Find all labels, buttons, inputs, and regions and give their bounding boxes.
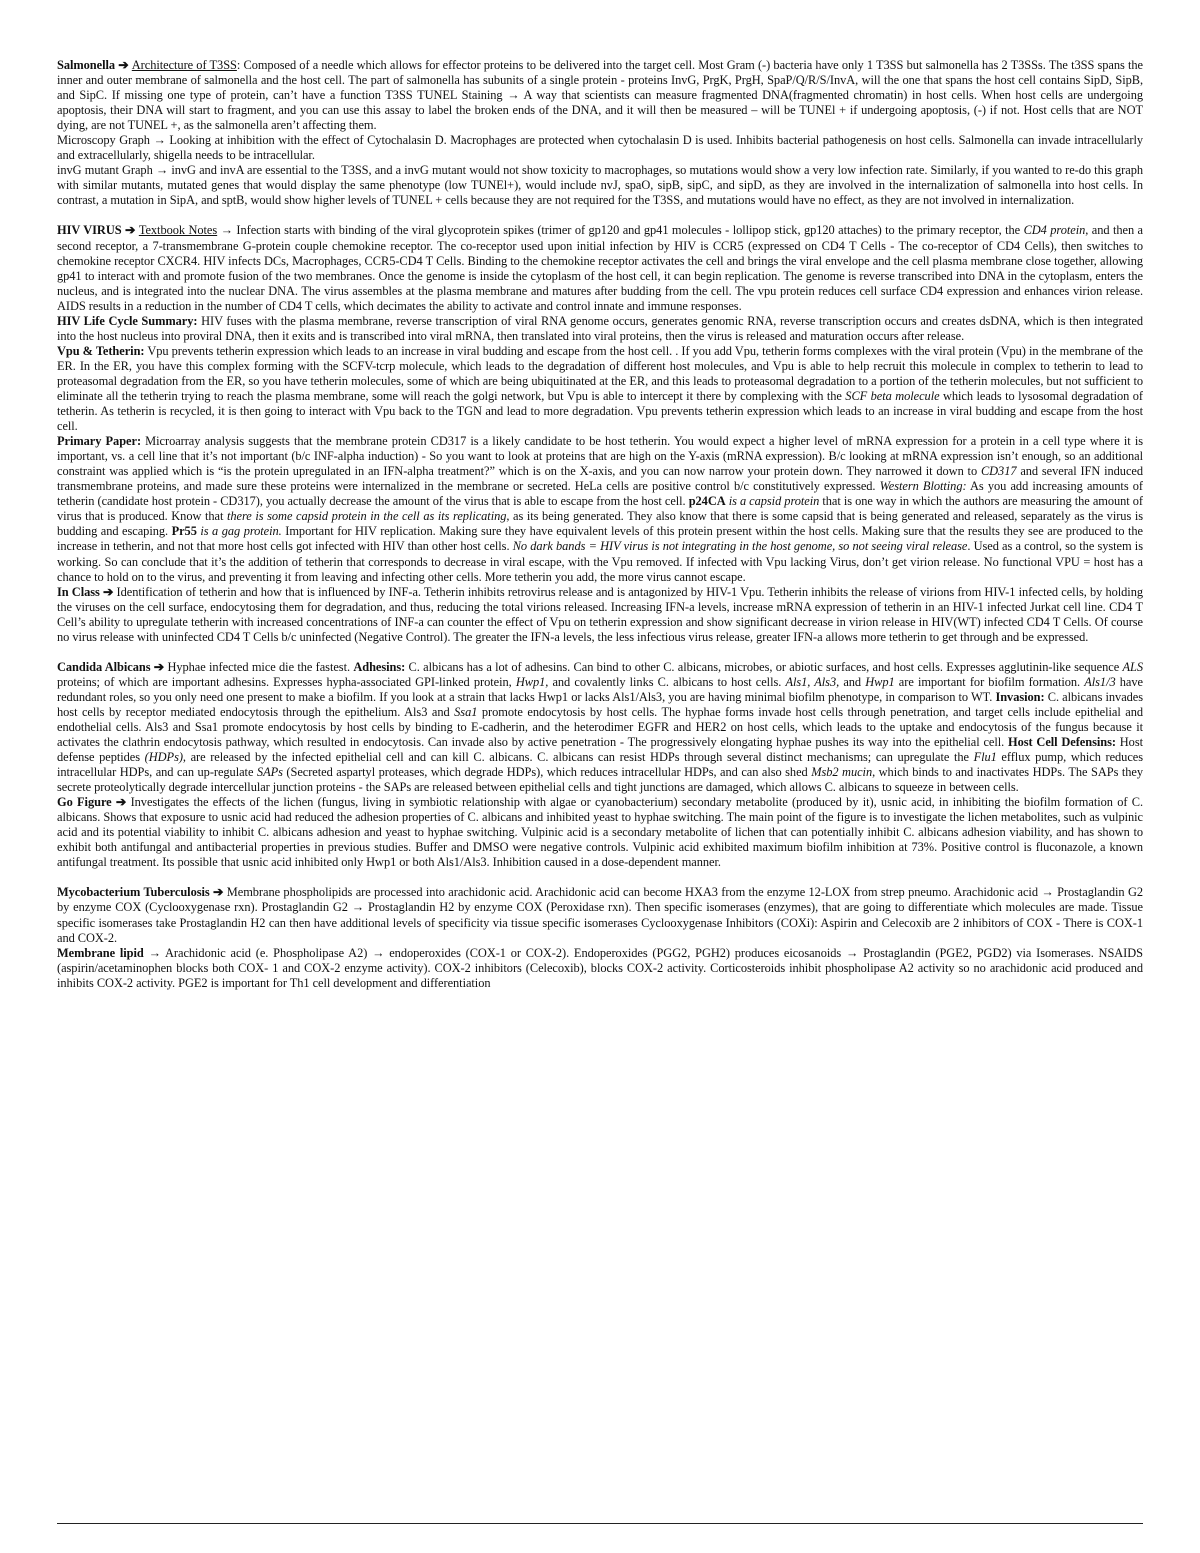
text-run: Host Cell Defensins: — [1008, 735, 1116, 750]
text-run: Primary Paper: — [57, 434, 142, 449]
text-run: as its being generated. They also know that there is some capsid that is being generated and released, separately as the virus is budding and escaping. — [57, 509, 1143, 539]
section-gap — [57, 645, 1143, 660]
salmonella-paragraph-2 — [57, 133, 1143, 163]
text-run: that is one way in which the authors are measuring the amount of virus that is produced. Know that — [57, 494, 1143, 524]
salmonella-paragraph-1 — [57, 58, 1143, 133]
text-run: Als1, Als3, — [785, 674, 840, 689]
text-run: Western Blotting: — [879, 479, 967, 494]
candida-paragraph-1 — [57, 660, 1143, 795]
text-run: Als1/3 — [1084, 674, 1116, 689]
text-run: C. albicans has a lot of adhesins. Can bind to other C. albicans, microbes, or abiotic surfaces, and host cells. Expresses agglutinin-like sequence — [405, 659, 1123, 674]
text-run: Textbook Notes — [138, 223, 218, 238]
mycobacterium-paragraph-2 — [57, 946, 1143, 991]
hiv-paragraph-3 — [57, 344, 1143, 434]
text-run: Membrane lipid — [57, 945, 144, 960]
text-run: Hwp1, — [515, 674, 549, 689]
text-run: Invasion: — [995, 689, 1045, 704]
text-run: SAPs — [256, 765, 283, 780]
text-run: Msb2 mucin — [811, 765, 873, 780]
text-run: ALS — [1122, 659, 1144, 674]
section-gap — [57, 870, 1143, 885]
text-run: , and then a second receptor, a 7-transmembrane G-protein couple chemokine receptor. The co-receptor used upon initial infection by HIV is CCR5 (expressed on CD4 T Cells - The co-receptor of CD4 Cells), then switches to chemokine receptor CXCR4. HIV infects DCs, Macrophages, CCR5-CD4 T Cells. Binding to the chemokine receptor activates the cell and brings the viral envelope and the cell plasma membrane close together, allowing gp41 to interact with and promote fusion of the two membranes. Once the genome is inside the cytoplasm of the host cell, it can begin replication. The genome is reverse transcribed into DNA in the cytoplasm, enters the nucleus, and is integrated into the nuclear DNA. The virus assembles at the plasma membrane and matures after budding from the cell. The vpu protein reduces cell surface CD4 expression and enhances virion release. AIDS results in a reduction in the number of CD4 T cells, which decimates the ability to activate and control innate and immune responses. — [57, 223, 1143, 313]
hiv-paragraph-2 — [57, 314, 1143, 344]
text-run: : Composed of a needle which allows for effector proteins to be delivered into the target cell. Most Gram (-) bacteria have only 1 T3SS but salmonella has 2 T3SSs. The t3SS spans the inner and outer membrane of salmonella and the host cell. The part of salmonella has subunits of a single protein - proteins InvG, PrgK, PrgH, SpaP/Q/R/S/InvA, will the one that spans the host cell contains SipD, SipB, and SipC. If missing one type of protein, can’t have a function T3SS TUNEL Staining → A way that scientists can measure fragmented DNA(fragmented chromatin) in host cells. When host cells are undergoing apoptosis, their DNA will start to fragment, and you can use this assay to label the broken ends of the DNA, and it will then be measured – will be TUNEl + if undergoing apoptosis, (-) if not. Host cells that are NOT dying, are not TUNEL +, as the salmonella aren’t affecting them. — [57, 58, 1143, 133]
text-run: (Secreted aspartyl proteases, which degrade HDPs), which reduces intracellular HDPs, and can also shed — [282, 765, 812, 780]
text-run: have redundant roles, so you only need one present to make a biofilm. If you look at a strain that lacks Hwp1 or lacks Als1/Als3, you are having minimal biofilm phenotype, in comparison to WT. — [57, 674, 1143, 704]
text-run: p24CA — [688, 494, 726, 509]
text-run: Membrane phospholipids are processed into arachidonic acid. Arachidonic acid can become HXA3 from the enzyme 12-LOX from strep pneumo. Arachidonic acid → Prostaglandin G2 by enzyme COX (Cyclooxygenase rxn). Prostaglandin G2 → Prostaglandin H2 by enzyme COX (Peroxidase rxn). Then specific isomerases (enzymes), that are going to differentiate which molecules are made. Tissue specific isomerases take Prostaglandin H2 can then have additional levels of specificity via tissue specific isomerases Cyclooxygenase Inhibitors (COXi): Aspirin and Celecoxib are 2 inhibitors of COX - There is COX-1 and COX-2. — [57, 885, 1143, 945]
text-run: (HDPs) — [144, 750, 183, 765]
text-run: Investigates the effects of the lichen (fungus, living in symbiotic relationship with algae or cyanobacterium) secondary metabolite (produced by it), usnic acid, in inhibiting the biofilm formation of C. albicans. Shows that exposure to usnic acid had reduced the adhesion properties of C. albicans and inhibited yeast to hyphae switching. The main point of the figure is to investigate the lichen metabolites, such as vulpinic acid and its potential viability to inhibit C. albicans adhesion and yeast to hyphae switching. Vulpinic acid is a secondary metabolite of lichen that can potentially inhibit C. albicans adhesion viability, and has shown to exhibit both antifungal and antibacterial properties in previous studies. Buffer and DMSO were negative controls. Vulpinic acid exhibited maximum biofilm inhibition at 73%. Positive control is fluconazole, a known antifungal treatment. Its possible that usnic acid inhibited only Hwp1 or both Als1/Als3. Inhibition caused in a dose-dependent manner. — [57, 795, 1144, 870]
text-run: Pr55 — [171, 524, 197, 539]
text-run: proteins; of which are important adhesins. Expresses hypha-associated GPI-linked protein, — [57, 674, 516, 689]
text-run: Hwp1 — [865, 674, 895, 689]
mycobacterium-paragraph-1 — [57, 885, 1143, 945]
text-run: promote endocytosis by host cells. The hyphae forms invade host cells through penetration, and target cells include epithelial and endothelial cells. Als3 and Ssa1 promote endocytosis by host cells by binding to E-cadherin, and the heterodimer EGFR and HER2 on host cells, which leads to the uptake and endocytosis of the fungus because it activates the clathrin endocytosis pathway, which resulted in endocytosis. Can invade also by active penetration - The progressively elongating hyphae pushes its way into the epithelial cell. — [57, 704, 1143, 750]
text-run: is a capsid protein — [725, 494, 820, 509]
text-run: SCF beta molecule — [845, 388, 940, 403]
text-run: Go Figure ➔ — [57, 795, 127, 810]
text-run: Flu1 — [973, 750, 997, 765]
text-run: No dark bands = HIV virus is not integrating in the host genome, so not seeing viral release — [512, 539, 968, 554]
text-run: there is some capsid protein in the cell as its replicating, — [226, 509, 510, 524]
text-run: C. albicans invades host cells by receptor mediated endocytosis through the epithelium. Als3 and — [57, 689, 1144, 719]
text-run: As you add increasing amounts of tetherin (candidate host protein - CD317), you actually decrease the amount of the virus that is able to escape from the host cell. — [57, 479, 1143, 509]
text-run: → Infection starts with binding of the viral glycoprotein spikes (trimer of gp120 and gp41 molecules - lollipop stick, gp120 attaches) to the primary receptor, the — [217, 223, 1024, 238]
text-run: , which binds to and inactivates HDPs. The SAPs they secrete proteolytically degrade intercellular junction proteins - the SAPs are released between epithelial cells and tight junctions are damaged, which allows C. albicans to squeeze in between cells. — [57, 765, 1143, 795]
text-run: and several IFN induced transmembrane proteins, and made sure these proteins were internalized in the membrane or secreted. HeLa cells are positive control b/c constitutively expressed. — [57, 464, 1143, 494]
hiv-paragraph-1 — [57, 223, 1143, 313]
hiv-paragraph-5 — [57, 585, 1143, 645]
text-run: HIV VIRUS ➔ — [57, 223, 139, 238]
text-run: are important for biofilm formation. — [894, 674, 1085, 689]
text-run: Vpu & Tetherin: — [57, 343, 145, 358]
hiv-paragraph-4 — [57, 434, 1143, 584]
text-run: HIV fuses with the plasma membrane, reverse transcription of viral RNA genome occurs, generates genomic RNA, reverse transcription occurs and creates dsDNA, which is then integrated into the host nucleus into proviral DNA, then it exits and is transcribed into viral mRNA, then translated into viral proteins, then the virus is released and maturation occurs after release. — [57, 313, 1143, 343]
text-run: Salmonella ➔ — [57, 58, 132, 72]
text-run: → Arachidonic acid (e. Phospholipase A2) → endoperoxides (COX-1 or COX-2). Endoperoxides (PGG2, PGH2) produces eicosanoids → Prostaglandin (PGE2, PGD2) via Isomerases. NSAIDS (aspirin/acetaminophen blocks both COX- 1 and COX-2 enzyme activity). COX-2 inhibitors (Celecoxib), blocks COX-2 activity. Corticosteroids inhibit phospholipase A2 activity so no arachidonic acid produced and inhibits COX-2 activity. PGE2 is important for Th1 cell development and differentiation — [57, 945, 1143, 990]
section-gap — [57, 208, 1143, 223]
text-run: Identification of tetherin and how that is influenced by INF-a. Tetherin inhibits retrovirus release and is antagonized by HIV-1 Vpu. Tetherin inhibits the release of virions from HIV-1 infected cells, by holding the viruses on the cell surface, endocytosing them for degradation, and thus, reducing the total virions released. Increasing IFN-a levels, increase mRNA expression of tetherin in an HIV-1 infected Jurkat cell line. CD4 T Cell’s ability to upregulate tetherin with increased concentrations of INF-a can counter the effect of Vpu on tetherin expression and show significant decrease in virion release in HIV(WT) infected CD4 T Cells. Of course no virus release with uninfected CD4 T Cells b/c uninfected (Negative Control). The greater the IFN-a levels, the less infectious virus release, greater IFN-a allows more tetherin to get through and be expressed. — [57, 584, 1143, 644]
text-run: Mycobacterium Tuberculosis ➔ — [57, 885, 224, 900]
footer-rule — [57, 1523, 1143, 1524]
text-run: Microarray analysis suggests that the membrane protein CD317 is a likely candidate to be host tetherin. You would expect a higher level of mRNA expression for a protein in a cell type where it is important, vs. a cell line that it’s not important (b/c INF-alpha induction) - So you want to look at proteins that are high on the Y-axis (mRNA expression). B/c looking at mRNA expression isn’t enough, so an additional constraint was applied which is “is the protein upregulated in an IFN-alpha treatment?” which is on the X-axis, and you can now narrow your protein down. They narrowed it down to — [57, 434, 1143, 479]
text-run: Ssa1 — [454, 704, 478, 719]
text-run: Architecture of T3SS — [131, 58, 237, 72]
text-run: Candida Albicans ➔ — [57, 659, 165, 674]
salmonella-paragraph-3 — [57, 163, 1143, 208]
text-run: In Class ➔ — [57, 584, 114, 599]
text-run: efflux pump, which reduces intracellular HDPs, and can up-regulate — [57, 750, 1143, 780]
text-run: Microscopy Graph → Looking at inhibition with the effect of Cytochalasin D. Macrophages are protected when cytochalasin D is used. Inhibits bacterial pathogenesis on host cells. Salmonella can invade intracellularly and extracellularly, shigella needs to be intracellular. — [57, 133, 1143, 163]
text-run: invG mutant Graph → invG and invA are essential to the T3SS, and a invG mutant would not show toxicity to macrophages, so mutations would show a very low infection rate. Similarly, if you wanted to re-do this graph with similar mutants, mutated genes that would display the same phenotype (low TUNEl+), would include nvJ, spaO, sipB, sipC, and sipD, as they are involved in the internalization of salmonella into host cells. In contrast, a mutation in SipA, and sptB, would show higher levels of TUNEL + cells because they are not required for the T3SS, and mutations would have no effect, as they are not involved in internalization. — [57, 163, 1143, 208]
text-run: and covalently links C. albicans to host cells. — [548, 674, 786, 689]
candida-paragraph-2 — [57, 795, 1143, 870]
text-run: . Used as a control, so the system is working. So can conclude that it’s the addition of tetherin that corresponds to decrease in viral escape, with the Vpu removed. If infected with Vpu lacking Virus, don’t get virion release. No functional VPU = host has a chance to hold on to the virus, and preventing it from leaving and infecting other cells. More tetherin you add, the more virus cannot escape. — [57, 539, 1143, 584]
text-run: CD4 protein — [1023, 223, 1086, 238]
text-run: CD317 — [980, 464, 1017, 479]
text-run: Hyphae infected mice die the fastest. — [164, 659, 354, 674]
notes-page — [57, 58, 1143, 991]
text-run: Host defense peptides — [57, 735, 1143, 765]
text-run: and — [839, 674, 866, 689]
text-run: Important for HIV replication. Making sure they have equivalent levels of this protein present within the host cells. Making sure that the results they see are produced to the increase in tetherin, and not that more host cells got infected with HIV than other host cells. — [57, 524, 1143, 554]
text-run: HIV Life Cycle Summary: — [57, 313, 198, 328]
text-run: which leads to lysosomal degradation of tetherin. As tetherin is recycled, it is then going to interact with Vpu back to the TGN and lead to more degradation. Vpu prevents tetherin expression which leads to an increase in viral budding and escape from the host cell. — [57, 388, 1143, 434]
text-run: is a gag protein. — [196, 524, 282, 539]
text-run: , are released by the infected epithelial cell and can kill C. albicans. C. albicans can resist HDPs through several distinct mechanisms; can upregulate the — [182, 750, 974, 765]
text-run: Vpu prevents tetherin expression which leads to an increase in viral budding and escape from the host cell. . If you add Vpu, tetherin forms complexes with the viral protein (Vpu) in the membrane of the ER. In the ER, you have this complex forming with the SCFV-tcrp molecule, which leads to the degradation of different host molecules, and Vpu is able to help recruit this molecule in complex to tetherin to lead to proteasomal degradation from the ER, so you have tetherin molecules, some of which are being ubiquitinated at the ER, and this leads to proteasomal degradation to a portion of the tetherin molecules, but not sufficient to eliminate all the tetherin trying to reach the plasma membrane, some will reach the golgi network, but Vpu is able to intercept it there by complexing with the — [57, 343, 1143, 403]
text-run: Adhesins: — [353, 659, 406, 674]
